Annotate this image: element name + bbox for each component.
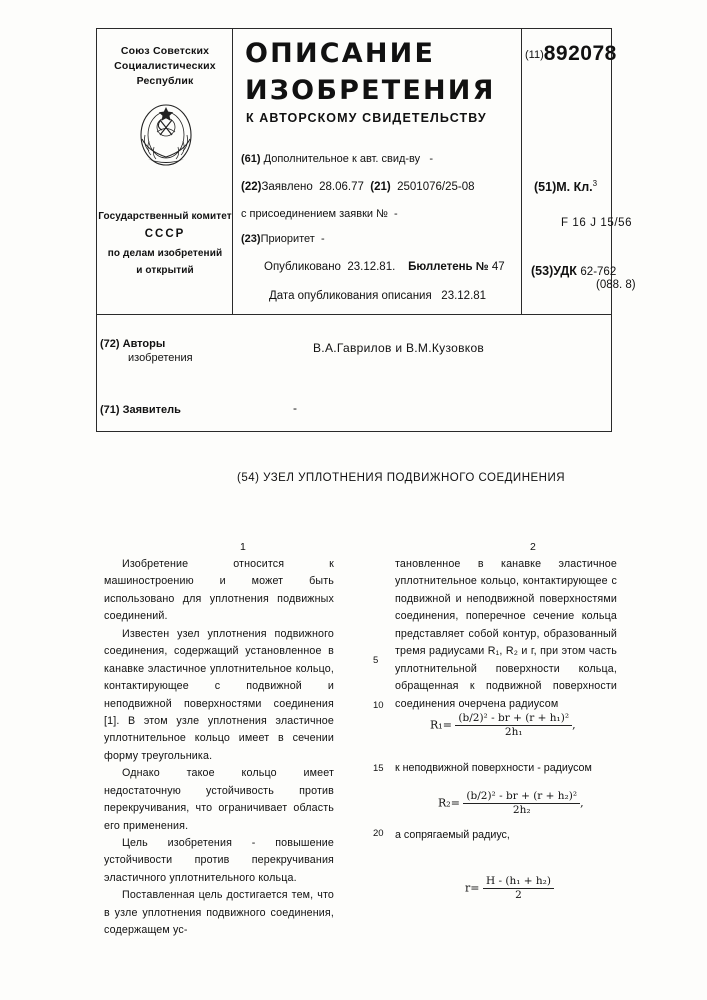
publication-date: 23.12.81.: [347, 261, 396, 273]
field-51-sup: 3: [592, 179, 598, 188]
paragraph: Известен узел уплотнения подвижного соединения, содержащий установленное в канавке эластичное уплотнительное кольцо, контактирующее с подвижной и неподвижной поверхностями соединения [1]. В этом узле уплотнения эластичное уплотнительное кольцо имеет в сечении форму треугольника.: [104, 627, 334, 762]
field-51: [534, 178, 597, 197]
field-22-code: (22): [241, 181, 262, 193]
formula-r-fraction: [483, 875, 554, 902]
issuer-line-3: Республик: [136, 75, 194, 88]
formula-r-denominator: 2: [483, 888, 554, 902]
body-column-right: [395, 556, 617, 713]
udk-value: 62-762: [580, 266, 617, 278]
publication-desc-label: Дата опубликования описания: [269, 290, 432, 302]
field-53-code: (53): [531, 264, 554, 278]
field-71-value: -: [293, 401, 297, 415]
body-column-left: [104, 556, 334, 940]
issuer-country: [100, 44, 230, 90]
field-71-label: Заявитель: [122, 404, 181, 416]
page-subtitle: ИЗОБРЕТЕНИЯ: [245, 75, 496, 106]
formula-r1: R₁= $\frac{\text{(b/2)² - br + (r + h₁)²}}{\text{2h₁}}$ ,: [430, 712, 576, 739]
text-after-formula-2: а сопрягаемый радиус,: [395, 829, 510, 841]
patent-number-value: 892078: [543, 42, 617, 65]
paragraph: Изобретение относится к машиностроению и может быть использовано для уплотнения подвижных соединений.: [104, 558, 334, 623]
mpk-code: F 16 J 15/56: [561, 217, 633, 229]
field-61-code: (61): [241, 153, 261, 165]
bulletin-label: Бюллетень №: [408, 261, 489, 273]
field-72-code: (72): [100, 338, 120, 350]
field-23: [241, 232, 325, 247]
patent-number-prefix: (11): [525, 49, 544, 61]
issuer-line-1: Союз Советских: [120, 45, 210, 57]
formula-r2-trailing: ,: [580, 796, 584, 810]
publication-desc-date: 23.12.81: [441, 290, 487, 302]
ussr-coat-of-arms-icon: [130, 95, 202, 173]
header-vertical-divider-right: [521, 29, 522, 314]
field-22-date: 28.06.77: [319, 181, 364, 193]
page-title-third: К АВТОРСКОМУ СВИДЕТЕЛЬСТВУ: [246, 111, 487, 125]
line-number-20: 20: [373, 828, 384, 839]
field-23-code: (23): [241, 233, 261, 245]
formula-r1-fraction: [455, 712, 572, 739]
bulletin-number: 47: [491, 261, 505, 273]
formula-r1-trailing: ,: [572, 718, 576, 732]
committee-line-4: и открытий: [136, 264, 194, 276]
publication-row: [264, 259, 505, 275]
field-61: [241, 152, 433, 167]
formula-r-numerator: H - (h₁ + h₂): [485, 875, 551, 887]
line-number-10: 10: [373, 700, 384, 711]
field-72-label-1: Авторы: [122, 338, 166, 350]
issuer-line-2: Социалистических: [114, 60, 216, 73]
paragraph: Поставленная цель достигается тем, что в узле уплотнения подвижного соединения, содержащем ус-: [104, 889, 334, 937]
field-51-label: М. Кл.: [556, 180, 593, 195]
field-22: [241, 179, 475, 195]
formula-r2-lhs: R₂: [438, 796, 451, 810]
field-23-value: -: [320, 233, 325, 245]
invention-title-text: УЗЕЛ УПЛОТНЕНИЯ ПОДВИЖНОГО СОЕДИНЕНИЯ: [263, 472, 566, 484]
paragraph: тановленное в канавке эластичное уплотнительное кольцо, контактирующее с подвижной и неподвижной поверхностями соединения, поперечное сечение кольца представляет собой контур, образованный тремя радиусами R₁, R₂ и г, при этом часть уплотнительной поверхности кольца, обращенная к подвижной поверхности соединения очерчена радиусом: [395, 558, 617, 710]
field-71-code: (71): [100, 404, 120, 416]
udk-secondary: (088. 8): [596, 279, 636, 291]
field-22b-value: -: [394, 208, 398, 220]
publication-desc-row: [269, 288, 486, 304]
field-71: [100, 403, 181, 418]
committee-line-2: СССР: [144, 228, 186, 240]
invention-title: [237, 472, 565, 484]
field-22-label: Заявлено: [261, 181, 313, 193]
field-53-label: УДК: [553, 264, 577, 278]
text-after-formula-1: к неподвижной поверхности - радиусом: [395, 762, 592, 774]
field-21-value: 2501076/25-08: [397, 181, 475, 193]
invention-title-code: (54): [237, 472, 260, 484]
paragraph: Однако такое кольцо имеет недостаточную устойчивость против перекручивания, что ограничивает область его применения.: [104, 767, 334, 832]
header-vertical-divider-left: [232, 29, 233, 314]
line-number-5: 5: [373, 655, 379, 666]
formula-r2: R₂= $\frac{\text{(b/2)² - br + (r + h₂)²}}{\text{2h₂}}$ ,: [438, 790, 584, 817]
committee-line-1: Государственный комитет: [98, 211, 232, 222]
patent-number: [525, 42, 617, 66]
formula-r-lhs: r: [465, 881, 471, 895]
page-title: ОПИСАНИЕ: [245, 38, 436, 69]
formula-r1-lhs: R₁: [430, 718, 443, 732]
field-22-addition: [241, 207, 398, 222]
line-number-15: 15: [373, 763, 384, 774]
publication-label: Опубликовано: [264, 261, 341, 273]
field-22b-label: с присоединением заявки №: [241, 208, 388, 220]
formula-r2-numerator: (b/2)² - br + (r + h₂)²: [466, 790, 578, 802]
column-number-2: 2: [530, 541, 536, 553]
committee-line-3: по делам изобретений: [107, 247, 223, 259]
issuer-committee: [98, 208, 232, 279]
field-72-label-2: изобретения: [128, 352, 193, 364]
paragraph: Цель изобретения - повышение устойчивости против перекручивания эластичного уплотнительного кольца.: [104, 837, 334, 884]
authors-value: В.А.Гаврилов и В.М.Кузовков: [313, 341, 485, 355]
header-divider: [96, 314, 612, 315]
formula-r1-denominator: 2h₁: [455, 725, 572, 739]
formula-r1-numerator: (b/2)² - br + (r + h₁)²: [458, 712, 570, 724]
field-61-value: -: [429, 153, 434, 165]
field-51-code: (51): [534, 180, 557, 195]
formula-r2-denominator: 2h₂: [463, 803, 580, 817]
column-number-1: 1: [240, 541, 246, 553]
field-23-label: Приоритет: [260, 233, 315, 245]
field-21-code: (21): [370, 181, 391, 193]
field-61-label: Дополнительное к авт. свид-ву: [263, 153, 421, 165]
formula-r: r= $\frac{\text{H - (h₁ + h₂)}}{2}$: [465, 875, 554, 902]
formula-r2-fraction: [463, 790, 580, 817]
